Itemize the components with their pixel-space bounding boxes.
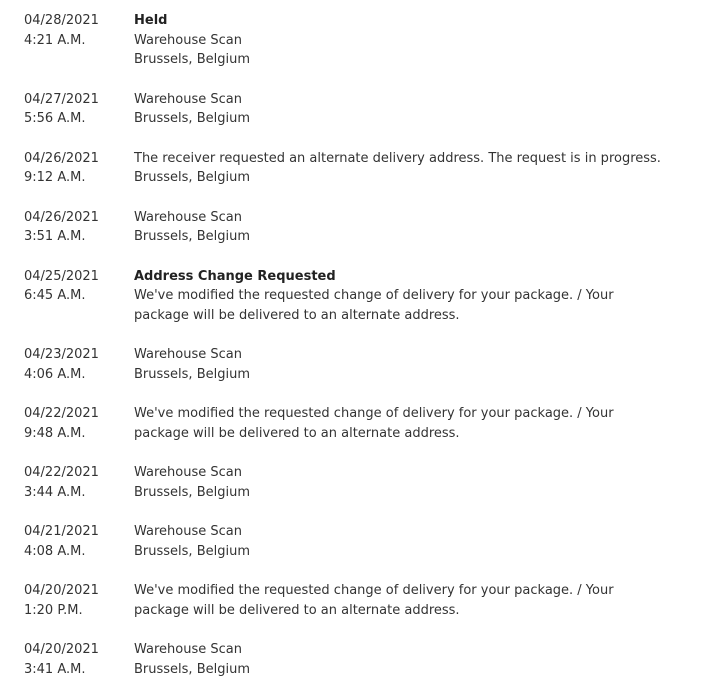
- event-datetime: [0, 581, 134, 620]
- event-status: Address Change Requested: [134, 268, 336, 284]
- event-details: [134, 640, 664, 679]
- event-description: Warehouse Scan: [134, 209, 242, 225]
- event-location: Brussels, Belgium: [134, 661, 250, 677]
- tracking-event-row: [0, 208, 711, 247]
- tracking-event-row: [0, 404, 711, 443]
- event-description: The receiver requested an alternate delivery address. The request is in progress.: [134, 150, 661, 166]
- event-details: [134, 90, 664, 129]
- event-details: [134, 345, 664, 384]
- event-time: 5:56 A.M.: [24, 111, 86, 126]
- event-datetime: [0, 267, 134, 326]
- event-datetime: [0, 11, 134, 70]
- event-datetime: [0, 404, 134, 443]
- event-time: 4:06 A.M.: [24, 366, 86, 382]
- tracking-event-row: [0, 90, 711, 129]
- event-time: 9:48 A.M.: [24, 425, 86, 441]
- event-date: 04/23/2021: [24, 347, 99, 362]
- event-status: Held: [134, 13, 168, 28]
- tracking-event-row: [0, 581, 711, 620]
- event-description: We've modified the requested change of delivery for your package. / Your package will be delivered to an alternate address.: [134, 288, 614, 323]
- event-datetime: [0, 463, 134, 502]
- tracking-event-row: [0, 345, 711, 384]
- event-description: Warehouse Scan: [134, 32, 242, 48]
- tracking-event-row: [0, 522, 711, 561]
- event-date: 04/20/2021: [24, 583, 99, 598]
- tracking-event-row: [0, 640, 711, 679]
- tracking-event-row: [0, 463, 711, 502]
- event-location: Brussels, Belgium: [134, 484, 250, 500]
- event-details: [134, 463, 664, 502]
- event-location: Brussels, Belgium: [134, 52, 250, 67]
- event-date: 04/25/2021: [24, 268, 99, 284]
- event-date: 04/27/2021: [24, 91, 99, 107]
- event-location: Brussels, Belgium: [134, 229, 250, 244]
- event-date: 04/26/2021: [24, 150, 99, 166]
- event-time: 9:12 A.M.: [24, 170, 86, 185]
- event-time: 3:44 A.M.: [24, 484, 86, 500]
- event-location: Brussels, Belgium: [134, 170, 250, 185]
- event-date: 04/22/2021: [24, 465, 99, 480]
- event-datetime: [0, 522, 134, 561]
- event-date: 04/26/2021: [24, 209, 99, 225]
- event-time: 3:51 A.M.: [24, 229, 86, 244]
- event-date: 04/28/2021: [24, 13, 99, 28]
- event-date: 04/22/2021: [24, 406, 99, 421]
- event-details: [134, 267, 664, 326]
- event-location: Brussels, Belgium: [134, 366, 250, 382]
- event-description: We've modified the requested change of delivery for your package. / Your package will be delivered to an alternate address.: [134, 406, 614, 441]
- event-location: Brussels, Belgium: [134, 543, 250, 559]
- tracking-event-row: [0, 11, 711, 70]
- tracking-event-row: [0, 267, 711, 326]
- event-description: Warehouse Scan: [134, 524, 242, 539]
- event-description: We've modified the requested change of delivery for your package. / Your package will be delivered to an alternate address.: [134, 583, 614, 618]
- event-datetime: [0, 345, 134, 384]
- event-datetime: [0, 640, 134, 679]
- event-location: Brussels, Belgium: [134, 111, 250, 126]
- event-time: 1:20 P.M.: [24, 602, 83, 618]
- tracking-event-row: [0, 149, 711, 188]
- event-time: 6:45 A.M.: [24, 288, 86, 303]
- event-description: Warehouse Scan: [134, 347, 242, 362]
- event-datetime: [0, 208, 134, 247]
- event-time: 3:41 A.M.: [24, 661, 86, 677]
- event-description: Warehouse Scan: [134, 91, 242, 107]
- event-details: [134, 208, 664, 247]
- event-time: 4:21 A.M.: [24, 32, 86, 48]
- event-date: 04/21/2021: [24, 524, 99, 539]
- event-datetime: [0, 90, 134, 129]
- event-description: Warehouse Scan: [134, 465, 242, 480]
- event-datetime: [0, 149, 134, 188]
- event-time: 4:08 A.M.: [24, 543, 86, 559]
- event-details: [134, 149, 664, 188]
- event-description: Warehouse Scan: [134, 642, 242, 657]
- tracking-history-list: [0, 11, 711, 699]
- event-date: 04/20/2021: [24, 642, 99, 657]
- event-details: [134, 11, 664, 70]
- event-details: [134, 581, 664, 620]
- event-details: [134, 404, 664, 443]
- event-details: [134, 522, 664, 561]
